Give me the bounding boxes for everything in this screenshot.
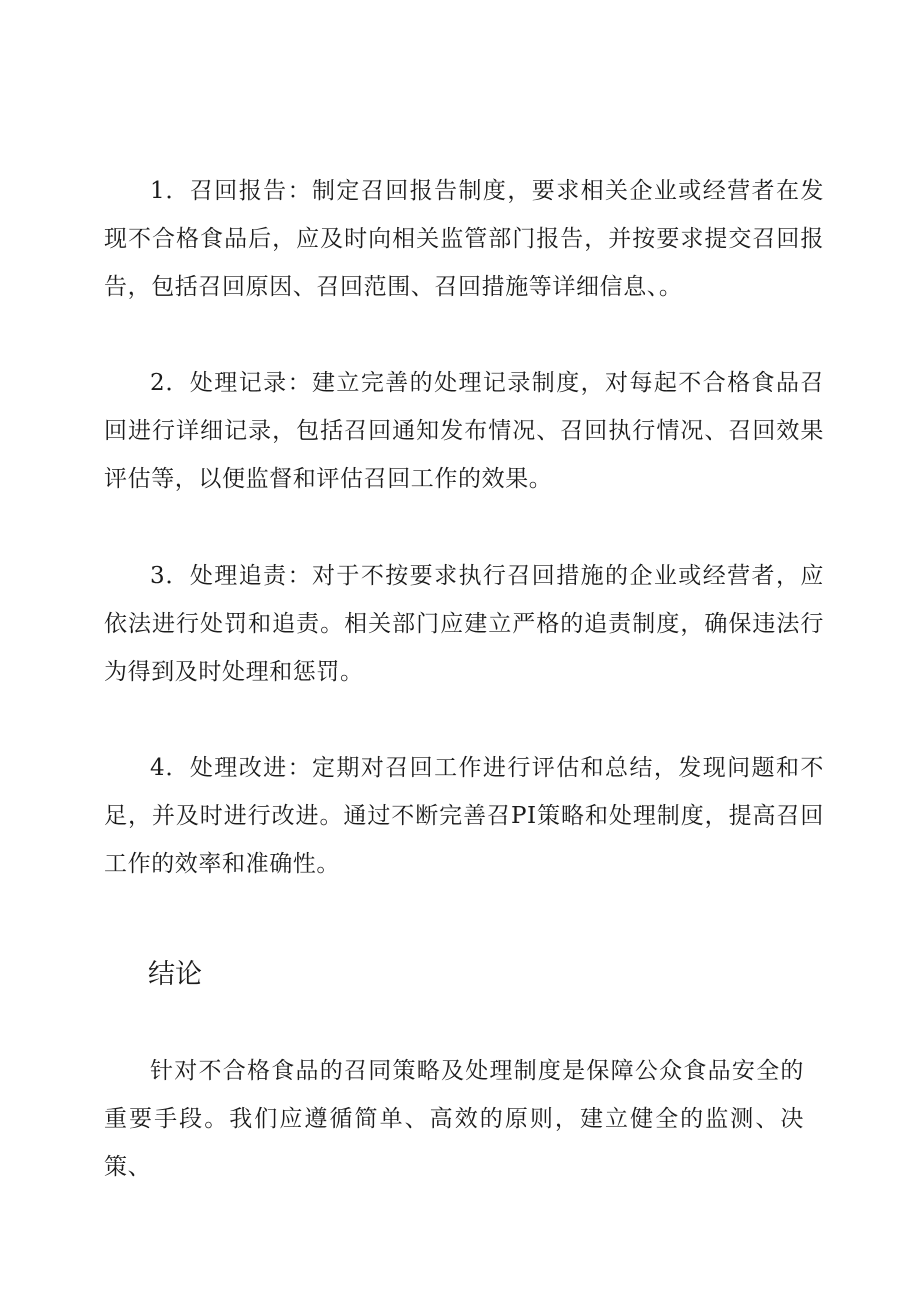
item-text: ．处理追责：对于不按要求执行召回措施的企业或经营者，应依法进行处罚和追责。相关部门应建立严格的追责制度，确保违法行为得到及时处理和惩罚。 <box>104 563 824 685</box>
conclusion-heading: 结论 <box>148 959 202 990</box>
recall-item-2 <box>104 359 824 503</box>
item-text: ．处理记录：建立完善的处理记录制度，对每起不合格食品召回进行详细记录，包括召回通知发布情况、召回执行情况、召回效果评估等，以便监督和评估召回工作的效果。 <box>104 370 824 492</box>
item-text: ．处理改进：定期对召回工作进行评估和总结，发现问题和不足，并及时进行改进。通过不断完善召PI策略和处理制度，提高召回工作的效率和准确性。 <box>104 755 824 877</box>
recall-item-4 <box>104 744 824 888</box>
recall-item-1 <box>104 167 824 311</box>
item-text: ．召回报告：制定召回报告制度，要求相关企业或经营者在发现不合格食品后，应及时向相关监管部门报告，并按要求提交召回报告，包括召回原因、召回范围、召回措施等详细信息、。 <box>104 178 824 300</box>
item-number: 3 <box>150 563 165 589</box>
item-number: 2 <box>150 370 165 396</box>
item-number: 4 <box>150 755 165 781</box>
item-number: 1 <box>150 178 165 204</box>
recall-item-3 <box>104 552 824 696</box>
conclusion-paragraph: 针对不合格食品的召同策略及处理制度是保障公众食品安全的重要手段。我们应遵循简单、高效的原则，建立健全的监测、决策、 <box>104 1058 804 1180</box>
